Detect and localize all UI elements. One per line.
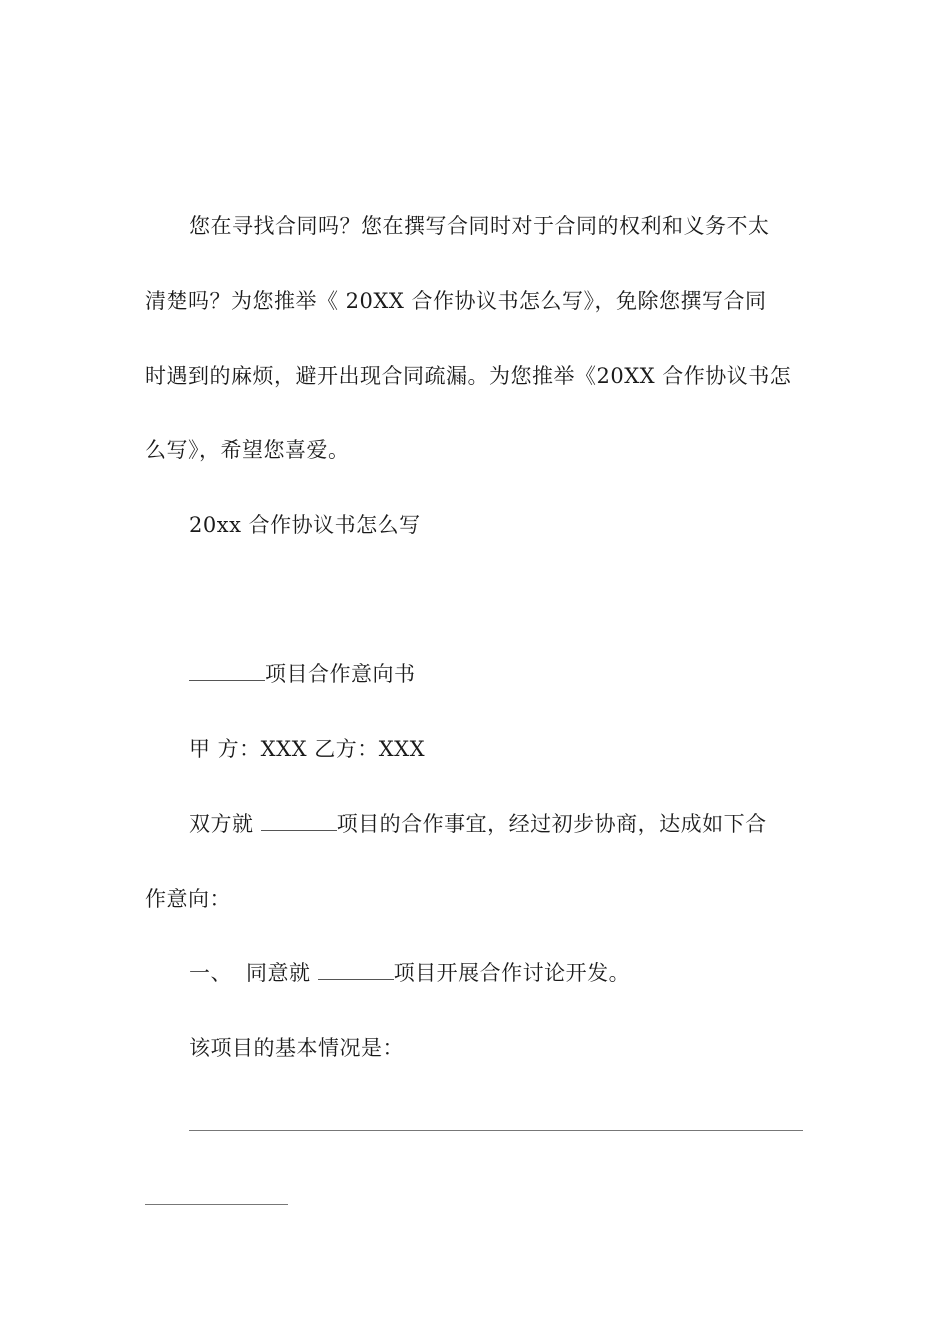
project-blank [261,812,337,831]
para1-lead: 双方就 [189,812,261,836]
item1-lead: 同意就 [246,961,318,985]
letter-heading: 项目合作意向书 [265,662,416,686]
basic-info-label: 该项目的基本情况是： [189,1036,404,1060]
para1-tail: 项目的合作事宜，经过初步协商，达成如下合 [336,812,767,836]
fill-in-line-2 [145,1204,288,1205]
intro-line-2: 清楚吗？为您推举《 20XX 合作协议书怎么写》，免除您撰写合同 [145,289,767,313]
intro-line-1: 您在寻找合同吗？您在撰写合同时对于合同的权利和义务不太 [189,214,770,238]
letter-heading-row [189,660,416,688]
fill-in-line-1 [189,1130,803,1131]
parties-line: 甲 方：XXX 乙方：XXX [189,737,426,761]
para1-line [189,810,767,838]
item1-line [189,959,630,987]
document-title: 20xx 合作协议书怎么写 [189,513,421,537]
item1-project-blank [318,961,394,980]
intro-line-3: 时遇到的麻烦，避开出现合同疏漏。为您推举《20XX 合作协议书怎 [145,364,792,388]
project-name-blank [189,662,265,681]
item1-number: 一、 [189,961,232,985]
item1-tail: 项目开展合作讨论开发。 [393,961,631,985]
para1-continuation: 作意向： [145,887,231,911]
intro-line-4: 么写》，希望您喜爱。 [145,438,350,462]
